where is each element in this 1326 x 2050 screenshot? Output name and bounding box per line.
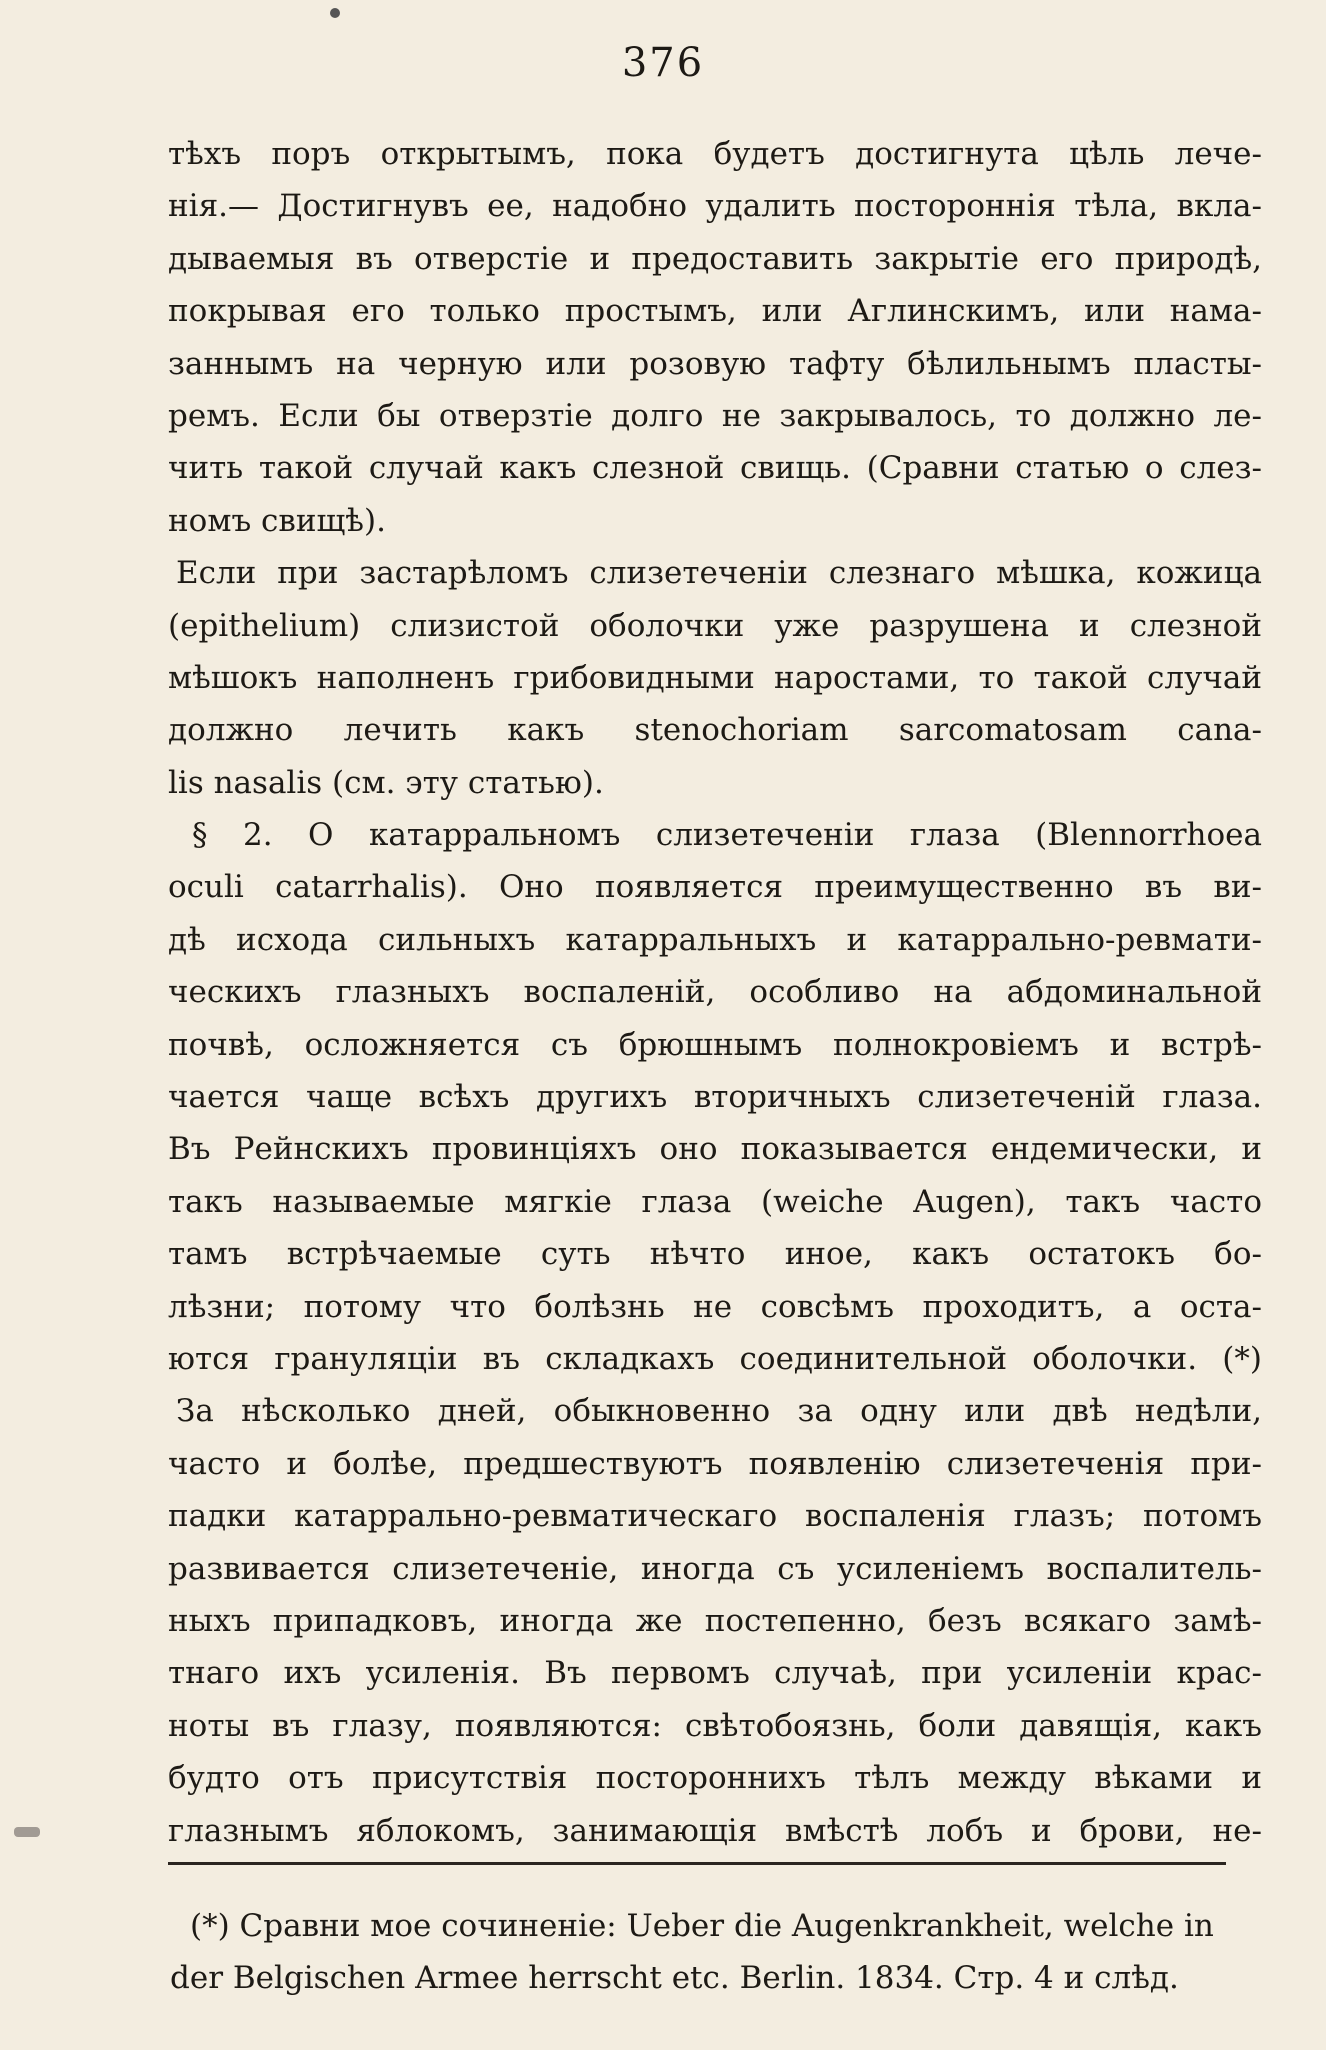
footnote-line: der Belgischen Armee herrscht etc. Berlin. 1834. Стр. 4 и слѣд. xyxy=(170,1960,1179,1996)
text-line: должно лечить какъ stenochoriam sarcomatosam cana- xyxy=(168,712,1262,749)
text-line: За нѣсколько дней, обыкновенно за одну или двѣ недѣли, xyxy=(176,1393,1262,1430)
text-line: тамъ встрѣчаемые суть нѣчто иное, какъ остатокъ бо- xyxy=(168,1236,1262,1273)
section-heading-line: § 2. О катарральномъ слизетеченіи глаза (Blennorrhoea xyxy=(192,817,1262,854)
text-line: дѣ исхода сильныхъ катарральныхъ и катаррально-ревмати- xyxy=(168,921,1262,958)
text-line: заннымъ на черную или розовую тафту бѣлильнымъ пласты- xyxy=(168,345,1262,382)
text-line: дываемыя въ отверстіе и предоставить закрытіе его природѣ, xyxy=(168,240,1262,277)
text-line: lis nasalis (см. эту статью). xyxy=(168,764,604,801)
ink-spot xyxy=(330,8,340,18)
text-line: почвѣ, осложняется съ брюшнымъ полнокровіемъ и встрѣ- xyxy=(168,1026,1262,1063)
text-line: часто и болѣе, предшествуютъ появленію слизетеченія при- xyxy=(168,1445,1262,1482)
text-line: чается чаще всѣхъ другихъ вторичныхъ слизетеченій глаза. xyxy=(168,1079,1262,1116)
text-line: ческихъ глазныхъ воспаленій, особливо на абдоминальной xyxy=(168,974,1262,1011)
text-line: падки катаррально-ревматическаго воспаленія глазъ; потомъ xyxy=(168,1498,1262,1535)
text-line: Въ Рейнскихъ провинціяхъ оно показывается ендемически, и xyxy=(168,1131,1262,1168)
text-line: покрывая его только простымъ, или Аглинскимъ, или нама- xyxy=(168,293,1262,330)
text-line: чить такой случай какъ слезной свищь. (Сравни статью о слез- xyxy=(168,450,1262,487)
text-line: (epithelium) слизистой оболочки уже разрушена и слезной xyxy=(168,607,1262,644)
text-line: такъ называемые мягкіе глаза (weiche Augen), такъ часто xyxy=(168,1183,1262,1220)
text-line: ноты въ глазу, появляются: свѣтобоязнь, боли давящія, какъ xyxy=(168,1707,1262,1744)
text-line: будто отъ присутствія постороннихъ тѣлъ между вѣками и xyxy=(168,1760,1262,1797)
text-line: развивается слизетеченіе, иногда съ усиленіемъ воспалитель- xyxy=(168,1550,1262,1587)
text-line: мѣшокъ наполненъ грибовидными наростами, то такой случай xyxy=(168,659,1262,696)
text-line: номъ свищѣ). xyxy=(168,502,386,539)
text-line: нія.— Достигнувъ ее, надобно удалить постороннія тѣла, вкла- xyxy=(168,188,1262,225)
text-line: тнаго ихъ усиленія. Въ первомъ случаѣ, при усиленіи крас- xyxy=(168,1655,1262,1692)
body-text xyxy=(168,128,1262,1857)
footnote xyxy=(170,1900,1214,2004)
text-line: тѣхъ поръ открытымъ, пока будетъ достигнута цѣль лече- xyxy=(168,136,1262,172)
page-number: 376 xyxy=(621,40,705,86)
margin-smudge xyxy=(14,1827,40,1837)
text-line: ремъ. Если бы отверзтіе долго не закрывалось, то должно ле- xyxy=(168,397,1262,434)
text-line: Если при застарѣломъ слизетеченіи слезнаго мѣшка, кожица xyxy=(176,555,1262,592)
footnote-divider xyxy=(168,1862,1226,1865)
footnote-line: (*) Сравни мое сочиненіе: Ueber die Augenkrankheit, welche in xyxy=(190,1908,1214,1944)
text-line: ныхъ припадковъ, иногда же постепенно, безъ всякаго замѣ- xyxy=(168,1602,1262,1639)
text-line: ются грануляціи въ складкахъ соединительной оболочки. (*) xyxy=(168,1340,1262,1377)
text-line: лѣзни; потому что болѣзнь не совсѣмъ проходитъ, а оста- xyxy=(168,1288,1262,1325)
text-line: oculi catarrhalis). Оно появляется преимущественно въ ви- xyxy=(168,869,1262,906)
text-line: глазнымъ яблокомъ, занимающія вмѣстѣ лобъ и брови, не- xyxy=(168,1812,1262,1849)
